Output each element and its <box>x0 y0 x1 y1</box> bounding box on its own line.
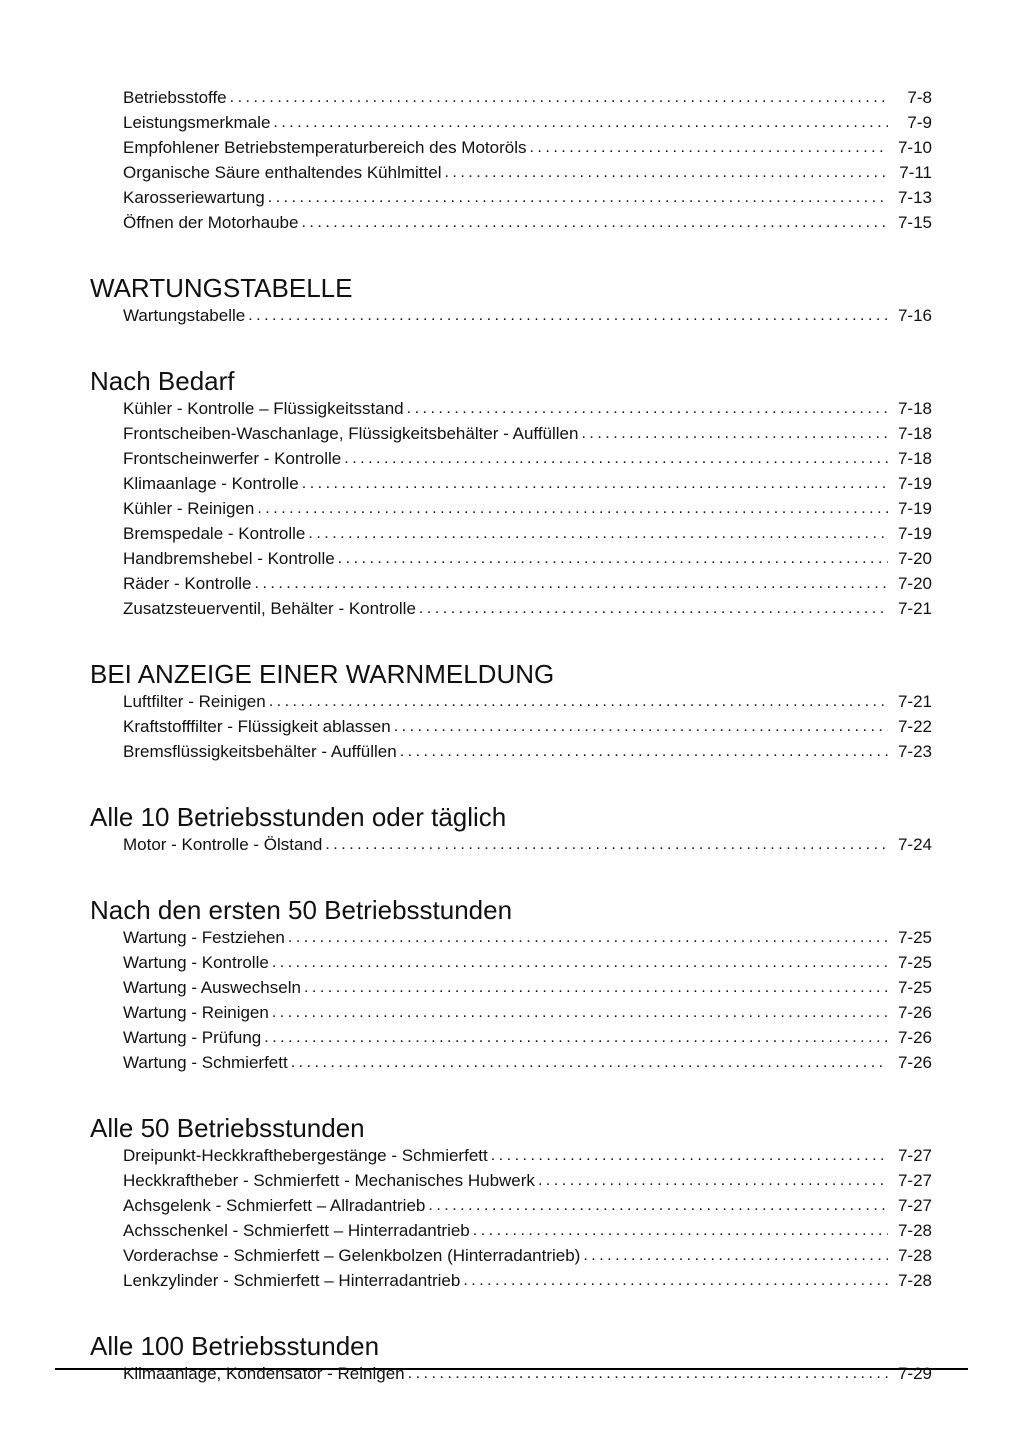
toc-entry-label: Luftfilter - Reinigen <box>123 692 266 711</box>
toc-entry <box>123 976 932 1001</box>
toc-entry <box>123 572 932 597</box>
section-entries <box>123 926 932 1076</box>
toc-entry <box>123 926 932 951</box>
toc-leader-dots <box>272 951 888 975</box>
toc-leader-dots <box>408 1362 888 1386</box>
section-entries <box>123 86 932 236</box>
toc-entry-page: 7-27 <box>897 1196 932 1215</box>
toc-leader-dots <box>583 1244 888 1268</box>
toc-entry <box>123 1169 932 1194</box>
toc-leader-dots <box>581 422 888 446</box>
section-heading: WARTUNGSTABELLE <box>90 273 353 303</box>
toc-entry-page: 7-23 <box>897 742 932 761</box>
toc-entry-page: 7-24 <box>897 835 932 854</box>
toc-entry <box>123 1269 932 1294</box>
toc-leader-dots <box>302 472 888 496</box>
toc-leader-dots <box>308 522 888 546</box>
toc-leader-dots <box>428 1194 888 1218</box>
toc-entry <box>123 186 932 211</box>
toc-section <box>90 365 932 622</box>
toc-section <box>90 1330 932 1387</box>
toc-entry-page: 7-25 <box>897 928 932 947</box>
toc-leader-dots <box>491 1144 888 1168</box>
toc-entry-label: Heckkraftheber - Schmierfett - Mechanisches Hubwerk <box>123 1171 535 1190</box>
toc-entry <box>123 1051 932 1076</box>
toc-entry <box>123 1244 932 1269</box>
toc-entry <box>123 1362 932 1387</box>
toc-leader-dots <box>272 1001 888 1025</box>
toc-entry-page: 7-19 <box>897 524 932 543</box>
toc-entry <box>123 161 932 186</box>
toc-entry-label: Wartung - Festziehen <box>123 928 285 947</box>
section-heading: Nach Bedarf <box>90 366 235 396</box>
toc-entry <box>123 1219 932 1244</box>
toc-entry-label: Wartung - Kontrolle <box>123 953 269 972</box>
section-heading: BEI ANZEIGE EINER WARNMELDUNG <box>90 659 555 689</box>
toc-entry-page: 7-15 <box>897 213 932 232</box>
toc-entry-label: Kühler - Kontrolle – Flüssigkeitsstand <box>123 399 404 418</box>
toc-entry <box>123 690 932 715</box>
section-entries <box>123 833 932 858</box>
toc-entry-label: Vorderachse - Schmierfett – Gelenkbolzen (Hinterradantrieb) <box>123 1246 581 1265</box>
toc-entry-label: Karosseriewartung <box>123 188 265 207</box>
toc-entry-page: 7-21 <box>897 692 932 711</box>
section-entries <box>123 397 932 622</box>
toc-entry <box>123 422 932 447</box>
toc-entry-label: Kraftstofffilter - Flüssigkeit ablassen <box>123 717 391 736</box>
toc-entry <box>123 597 932 622</box>
toc-entry-page: 7-26 <box>897 1028 932 1047</box>
toc-entry <box>123 304 932 329</box>
toc-entry-label: Bremspedale - Kontrolle <box>123 524 306 543</box>
toc-entry-page: 7-9 <box>907 113 932 132</box>
toc-entry-page: 7-11 <box>899 163 932 182</box>
toc-entry-label: Frontscheinwerfer - Kontrolle <box>123 449 342 468</box>
toc-entry <box>123 740 932 765</box>
section-heading: Nach den ersten 50 Betriebsstunden <box>90 895 513 925</box>
section-heading: Alle 50 Betriebsstunden <box>90 1113 365 1143</box>
toc-leader-dots <box>269 690 888 714</box>
toc-entry-page: 7-18 <box>897 424 932 443</box>
toc-entry-page: 7-21 <box>897 599 932 618</box>
toc-entry <box>123 211 932 236</box>
toc-entry-label: Achsschenkel - Schmierfett – Hinterradantrieb <box>123 1221 470 1240</box>
toc-entry-page: 7-20 <box>897 549 932 568</box>
toc-leader-dots <box>255 572 888 596</box>
section-heading: Alle 10 Betriebsstunden oder täglich <box>90 802 507 832</box>
toc-leader-dots <box>444 161 888 185</box>
toc-entry <box>123 951 932 976</box>
toc-leader-dots <box>288 926 888 950</box>
section-heading: Alle 100 Betriebsstunden <box>90 1331 380 1361</box>
toc-entry-label: Öffnen der Motorhaube <box>123 213 299 232</box>
toc-entry-page: 7-28 <box>897 1271 932 1290</box>
toc-leader-dots <box>344 447 888 471</box>
toc-entry <box>123 547 932 572</box>
toc-leader-dots <box>407 397 888 421</box>
toc-section <box>90 801 932 858</box>
toc-entry <box>123 1001 932 1026</box>
toc-leader-dots <box>301 211 888 235</box>
toc-entry-label: Klimaanlage - Kontrolle <box>123 474 299 493</box>
section-entries <box>123 1362 932 1387</box>
toc-entry-page: 7-27 <box>897 1146 932 1165</box>
toc-leader-dots <box>248 304 888 328</box>
toc-entry <box>123 86 932 111</box>
toc-section <box>90 894 932 1076</box>
toc-entry-label: Wartung - Reinigen <box>123 1003 269 1022</box>
toc-leader-dots <box>463 1269 888 1293</box>
toc-entry-page: 7-10 <box>897 138 932 157</box>
toc-entry-page: 7-19 <box>897 499 932 518</box>
section-entries <box>123 1144 932 1294</box>
toc-entry-label: Organische Säure enthaltendes Kühlmittel <box>123 163 442 182</box>
toc-entry-label: Wartung - Schmierfett <box>123 1053 288 1072</box>
toc-section <box>90 658 932 765</box>
toc-leader-dots <box>257 497 888 521</box>
toc-entry-label: Motor - Kontrolle - Ölstand <box>123 835 323 854</box>
toc-entry-label: Empfohlener Betriebstemperaturbereich des Motoröls <box>123 138 527 157</box>
toc-entry <box>123 447 932 472</box>
toc-leader-dots <box>419 597 888 621</box>
toc-entry <box>123 1144 932 1169</box>
toc-leader-dots <box>268 186 888 210</box>
toc-entry-page: 7-28 <box>897 1246 932 1265</box>
toc-entry <box>123 136 932 161</box>
toc-section <box>90 272 932 329</box>
toc-entry-page: 7-25 <box>897 953 932 972</box>
toc-entry <box>123 833 932 858</box>
toc-entry-page: 7-22 <box>897 717 932 736</box>
toc-entry-page: 7-19 <box>897 474 932 493</box>
toc-entry-label: Handbremshebel - Kontrolle <box>123 549 335 568</box>
toc-entry-label: Frontscheiben-Waschanlage, Flüssigkeitsbehälter - Auffüllen <box>123 424 579 443</box>
toc-leader-dots <box>230 86 888 110</box>
toc-entry-label: Betriebsstoffe <box>123 88 227 107</box>
toc-entry-page: 7-18 <box>897 449 932 468</box>
toc-entry-label: Klimaanlage, Kondensator - Reinigen <box>123 1364 405 1383</box>
toc-entry-page: 7-26 <box>897 1053 932 1072</box>
toc-entry-page: 7-26 <box>897 1003 932 1022</box>
toc-entry-page: 7-13 <box>897 188 932 207</box>
footer-divider <box>55 1368 968 1370</box>
toc-entry-label: Zusatzsteuerventil, Behälter - Kontrolle <box>123 599 416 618</box>
toc-leader-dots <box>264 1026 888 1050</box>
toc-entry-page: 7-27 <box>897 1171 932 1190</box>
toc-entry <box>123 1194 932 1219</box>
toc-entry-label: Kühler - Reinigen <box>123 499 255 518</box>
toc-leader-dots <box>400 740 888 764</box>
table-of-contents <box>90 86 932 1387</box>
toc-entry-page: 7-18 <box>897 399 932 418</box>
toc-entry <box>123 715 932 740</box>
toc-entry-page: 7-16 <box>897 306 932 325</box>
toc-leader-dots <box>529 136 888 160</box>
toc-entry-label: Bremsflüssigkeitsbehälter - Auffüllen <box>123 742 397 761</box>
toc-entry <box>123 1026 932 1051</box>
toc-entry-label: Räder - Kontrolle <box>123 574 252 593</box>
toc-entry-label: Dreipunkt-Heckkrafthebergestänge - Schmierfett <box>123 1146 488 1165</box>
toc-entry-label: Achsgelenk - Schmierfett – Allradantrieb <box>123 1196 426 1215</box>
toc-leader-dots <box>473 1219 888 1243</box>
toc-leader-dots <box>538 1169 888 1193</box>
section-entries <box>123 304 932 329</box>
toc-entry-page: 7-20 <box>897 574 932 593</box>
toc-section <box>90 86 932 236</box>
toc-leader-dots <box>291 1051 888 1075</box>
toc-section <box>90 1112 932 1294</box>
toc-leader-dots <box>325 833 888 857</box>
toc-entry-label: Wartungstabelle <box>123 306 246 325</box>
toc-leader-dots <box>394 715 888 739</box>
toc-entry-page: 7-28 <box>897 1221 932 1240</box>
toc-leader-dots <box>304 976 888 1000</box>
toc-entry <box>123 497 932 522</box>
toc-entry-label: Wartung - Prüfung <box>123 1028 262 1047</box>
toc-entry <box>123 397 932 422</box>
toc-entry-label: Lenkzylinder - Schmierfett – Hinterradantrieb <box>123 1271 461 1290</box>
toc-entry-page: 7-29 <box>897 1364 932 1383</box>
toc-entry-label: Leistungsmerkmale <box>123 113 271 132</box>
section-entries <box>123 690 932 765</box>
toc-entry <box>123 522 932 547</box>
toc-entry <box>123 111 932 136</box>
toc-entry <box>123 472 932 497</box>
toc-entry-page: 7-25 <box>897 978 932 997</box>
toc-entry-page: 7-8 <box>907 88 932 107</box>
toc-leader-dots <box>338 547 888 571</box>
toc-leader-dots <box>273 111 888 135</box>
toc-entry-label: Wartung - Auswechseln <box>123 978 301 997</box>
